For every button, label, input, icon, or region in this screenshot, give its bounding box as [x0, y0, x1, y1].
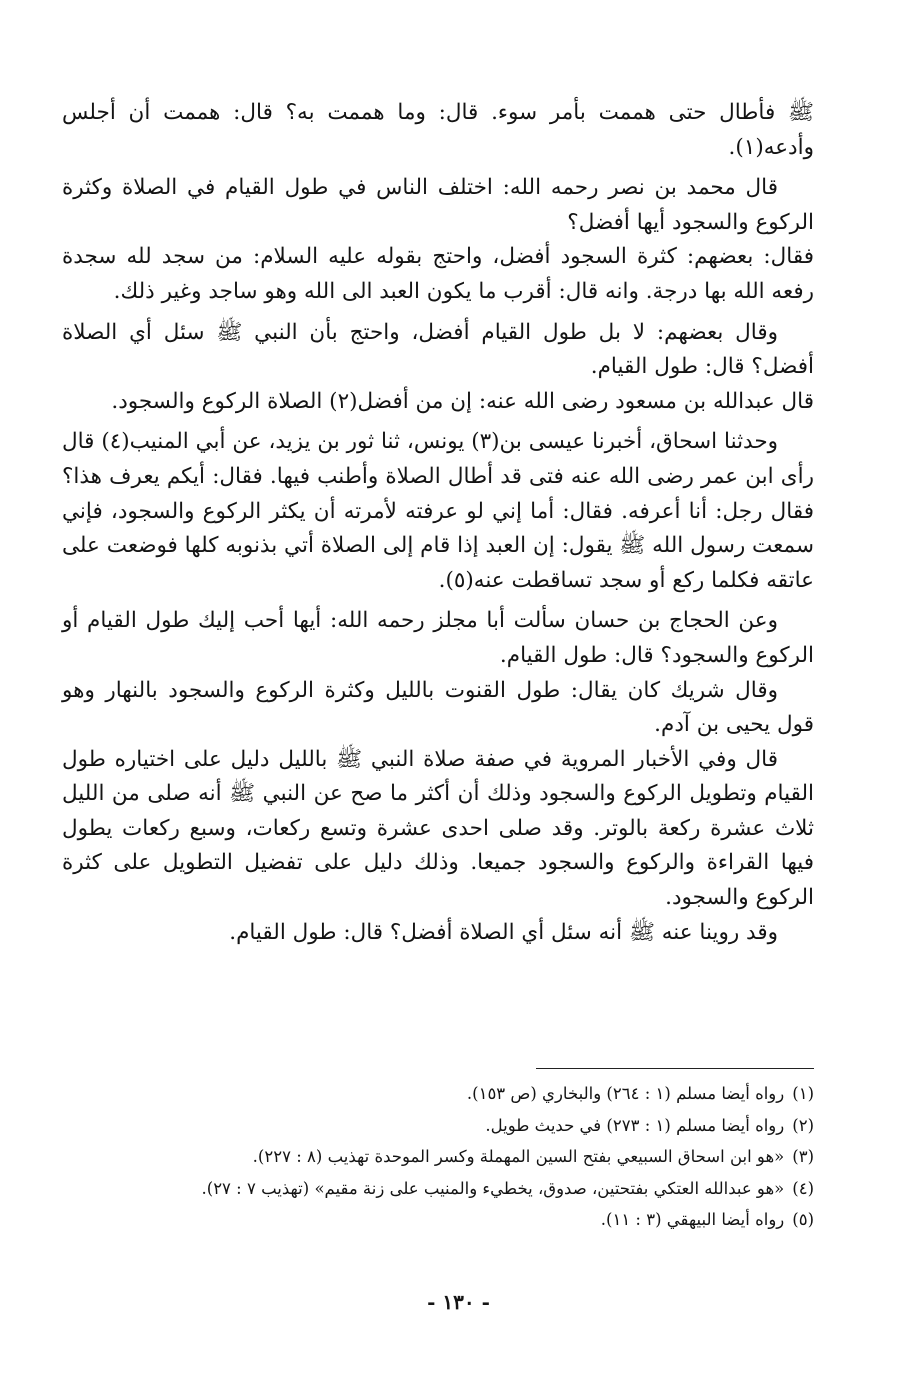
footnote-text: رواه أيضا مسلم (١ : ٢٦٤) والبخاري (ص ١٥٣).	[466, 1084, 785, 1103]
footnotes	[94, 1078, 814, 1236]
footnote-text: رواه أيضا البيهقي (٣ : ١١).	[600, 1210, 785, 1229]
paragraph: وحدثنا اسحاق، أخبرنا عيسى بن(٣) يونس، ثنا ثور بن يزيد، عن أبي المنيب(٤) قال رأى ابن عمر رضى الله عنه فتى قد أطال الصلاة وأطنب فيها. فقال: أيكم يعرف هذا؟ فقال رجل: أنا أعرفه. فقال: أما إني لو عرفته لأمرته أن يكثر الركوع والسجود، فإني سمعت رسول الله ﷺ يقول: إن العبد إذا قام إلى الصلاة أتي بذنوبه كلها فوضعت على عاتقه فكلما ركع أو سجد تساقطت عنه(٥).	[62, 429, 814, 593]
page-number: - ١٣٠ -	[427, 1290, 490, 1314]
paragraph: قال محمد بن نصر رحمه الله: اختلف الناس في طول القيام في الصلاة وكثرة الركوع والسجود أيها أفضل؟	[62, 175, 814, 235]
paragraph: ﷺ فأطال حتى هممت بأمر سوء. قال: وما هممت به؟ قال: هممت أن أجلس وأدعه(١).	[62, 100, 814, 160]
footnote-divider	[536, 1068, 814, 1069]
footnote-text: «هو ابن اسحاق السبيعي بفتح السين المهملة وكسر الموحدة تهذيب (٨ : ٢٢٧).	[252, 1147, 785, 1166]
footnote	[94, 1141, 814, 1173]
footnote	[94, 1173, 814, 1205]
footnote	[94, 1110, 814, 1142]
paragraph: فقال: بعضهم: كثرة السجود أفضل، واحتج بقوله عليه السلام: من سجد لله سجدة رفعه الله بها درجة. وانه قال: أقرب ما يكون العبد الى الله وهو ساجد وغير ذلك.	[62, 244, 814, 304]
footnote-number: (١)	[792, 1084, 814, 1103]
paragraph: وقد روينا عنه ﷺ أنه سئل أي الصلاة أفضل؟ قال: طول القيام.	[229, 919, 778, 945]
footnote-text: رواه أيضا مسلم (١ : ٢٧٣) في حديث طويل.	[485, 1115, 785, 1135]
footnote-number: (٥)	[792, 1210, 814, 1229]
paragraph: قال عبدالله بن مسعود رضى الله عنه: إن من أفضل(٢) الصلاة الركوع والسجود.	[111, 388, 814, 414]
paragraph: وقال شريك كان يقال: طول القنوت بالليل وكثرة الركوع والسجود بالنهار وهو قول يحيى بن آدم.	[62, 677, 814, 738]
paragraph: وقال بعضهم: لا بل طول القيام أفضل، واحتج بأن النبي ﷺ سئل أي الصلاة أفضل؟ قال: طول القيام.	[62, 319, 814, 380]
footnote	[94, 1078, 814, 1110]
footnote-text: «هو عبدالله العتكي بفتحتين، صدوق، يخطيء والمنيب على زنة مقيم» (تهذيب ٧ : ٢٧).	[201, 1178, 785, 1198]
footnote-number: (٢)	[792, 1115, 814, 1135]
document-page	[62, 96, 814, 950]
footnote-number: (٤)	[792, 1178, 814, 1198]
paragraph: وعن الحجاج بن حسان سألت أبا مجلز رحمه الله: أيها أحب إليك طول القيام أو الركوع والسجود؟ قال: طول القيام.	[62, 608, 814, 668]
footnote-number: (٣)	[792, 1147, 814, 1166]
body-text	[62, 96, 814, 950]
paragraph: قال وفي الأخبار المروية في صفة صلاة النبي ﷺ بالليل دليل على اختياره طول القيام وتطويل الركوع والسجود وذلك أن أكثر ما صح عن النبي ﷺ أنه صلى من الليل ثلاث عشرة ركعة بالوتر. وقد صلى احدى عشرة وتسع ركعات، وسبع ركعات يطول فيها القراءة والركوع والسجود جميعا. وذلك دليل على تفضيل التطويل على كثرة الركوع والسجود.	[62, 746, 814, 911]
footnote	[94, 1204, 814, 1236]
